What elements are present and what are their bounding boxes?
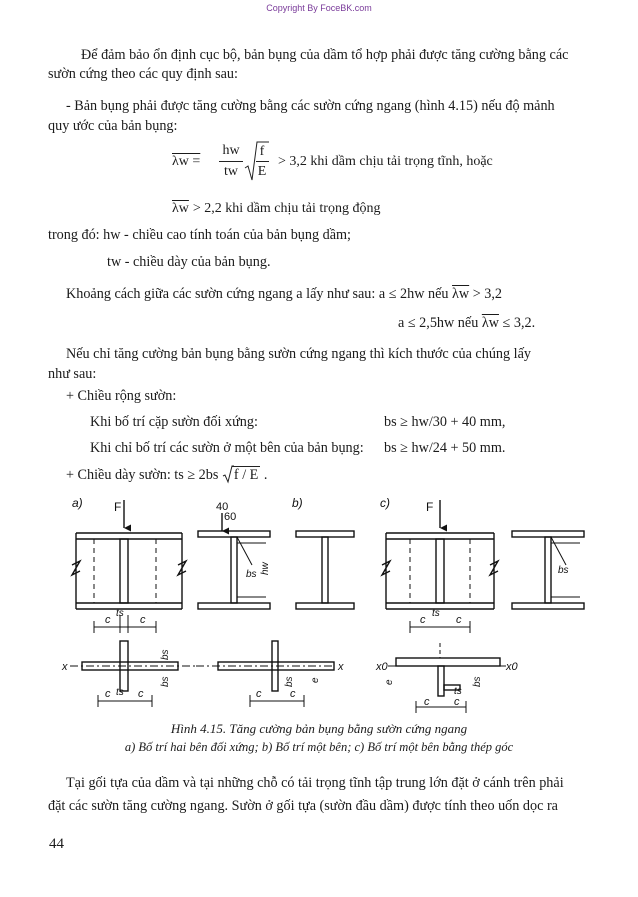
formula2-lambda: $\overline{\lambda w}$ [172, 201, 189, 216]
para2-line1: - Bản bụng phải được tăng cường bằng các sườn cứng ngang (hình 4.15) nếu độ mảnh [66, 98, 555, 114]
panel-b-hw: hw [260, 562, 271, 575]
panel-b-label: b) [292, 496, 303, 510]
spacing-line1 [66, 285, 502, 303]
panel-a-ts-label: ts [116, 608, 124, 619]
width-one-side-formula: bs ≥ hw/24 + 50 mm. [384, 440, 506, 456]
formula1-denominator: tw [224, 164, 238, 179]
formula1-lambda: λw = [172, 154, 201, 169]
panel-b-bs: bs [246, 569, 257, 580]
panel-a-elevation [72, 496, 186, 633]
para1-line2: sườn cứng theo các quy định sau: [48, 66, 238, 82]
panel-a-plan-c-right: c [138, 688, 144, 700]
panel-a-c-left: c [105, 614, 111, 626]
panel-c-plan [375, 643, 519, 713]
panel-b-section [198, 501, 271, 609]
formula2-condition: > 2,2 khi dầm chịu tải trọng động [192, 201, 381, 216]
copyright-watermark: Copyright By FoceBK.com [266, 3, 372, 13]
panel-a-bs-top: bs [160, 649, 171, 660]
width-one-side-label: Khi chỉ bố trí các sườn ở một bên của bản bụng: [90, 440, 364, 456]
spacing-line2-text: a ≤ 2,5hw nếu [398, 315, 479, 331]
panel-c-axis-x0-left: x0 [376, 661, 388, 673]
panel-b-dim-60: 60 [224, 511, 237, 523]
formula-slenderness-static [172, 140, 512, 190]
panel-c-plan-c-left: c [424, 696, 430, 708]
formula1-condition: > 3,2 khi dầm chịu tải trọng tĩnh, hoặc [278, 154, 493, 169]
thickness-end: . [263, 467, 268, 483]
spacing-line2-lambda: $\overline{\lambda w}$ [481, 315, 499, 331]
panel-c-label: c) [380, 496, 390, 510]
panel-c-c-right: c [456, 614, 462, 626]
panel-a-load-label: F [114, 500, 122, 514]
where-line2: tw - chiều dày của bản bụng. [107, 254, 271, 270]
para2-line2: quy ước của bản bụng: [48, 118, 178, 134]
panel-a-bs-bottom: bs [160, 676, 171, 687]
formula1-sqrt-bar [256, 161, 269, 162]
para4-line2: đặt các sườn tăng cường ngang. Sườn ở gối tựa (sườn đầu dầm) được tính theo uốn dọc ra [48, 798, 558, 814]
panel-b-plan-c-right: c [290, 688, 296, 700]
panel-a-label: a) [72, 496, 83, 510]
panel-c-c-left: c [420, 614, 426, 626]
panel-c-ts: ts [432, 608, 440, 619]
width-heading: + Chiều rộng sườn: [66, 388, 177, 404]
panel-a-c-right: c [140, 614, 146, 626]
panel-c-elevation [380, 496, 498, 633]
spacing-line1-text: Khoảng cách giữa các sườn cứng ngang a lấy như sau: a ≤ 2hw nếu [66, 286, 449, 302]
panel-c-plan-e: e [384, 679, 395, 685]
panel-b-plan-e: e [310, 677, 321, 683]
panel-c-axis-x0-right: x0 [506, 661, 518, 673]
page-number: 44 [49, 836, 64, 852]
panel-c-plan-ts: ts [454, 686, 462, 697]
panel-c-plan-c-right: c [454, 696, 460, 708]
figure-caption: Hình 4.15. Tăng cường bản bụng bằng sườn cứng ngang [170, 721, 468, 736]
spacing-line1-lambda: $\overline{\lambda w}$ [452, 286, 470, 302]
panel-b-plan-c-left: c [256, 688, 262, 700]
width-symmetric-formula: bs ≥ hw/30 + 40 mm, [384, 414, 506, 430]
panel-b-plan-bs: bs [284, 676, 295, 687]
panel-c-load-label: F [426, 500, 434, 514]
panel-a-plan-ts: ts [116, 687, 124, 698]
panel-a-plan-c-left: c [105, 688, 111, 700]
formula1-sqrt-numerator: f [259, 144, 265, 159]
panel-b-dim-40: 40 [216, 501, 229, 513]
width-symmetric-label: Khi bố trí cặp sườn đối xứng: [90, 414, 258, 430]
para4-line1: Tại gối tựa của dầm và tại những chỗ có tải trọng tĩnh tập trung lớn đặt ở cánh trên phải [66, 775, 564, 791]
spacing-line2-tail: ≤ 3,2. [502, 315, 536, 331]
panel-c-section [512, 531, 584, 609]
formula-slenderness-dynamic [172, 199, 380, 217]
panel-a-axis-x: x [62, 661, 68, 673]
panel-b-section-plain [292, 496, 354, 609]
panel-c-bs: bs [558, 565, 569, 576]
para3-line2: như sau: [48, 366, 97, 382]
where-line1: trong đó: hw - chiều cao tính toán của bản bụng dầm; [48, 227, 351, 243]
panel-a-plan [61, 641, 198, 707]
spacing-line1-tail: > 3,2 [472, 286, 503, 302]
figure-4-15 [0, 495, 638, 720]
formula1-numerator: hw [222, 143, 240, 158]
formula1-fraction-bar [219, 161, 243, 162]
spacing-line2 [398, 314, 535, 332]
panel-c-plan-bs: bs [472, 676, 483, 687]
thickness-sqrt-arg: f / E [233, 467, 259, 483]
panel-b-axis-x: x [338, 661, 344, 673]
panel-b-plan [196, 641, 344, 707]
figure-subcaption: a) Bố trí hai bên đối xứng; b) Bố trí một bên; c) Bố trí một bên bằng thép góc [124, 740, 514, 754]
thickness-text: + Chiều dày sườn: ts ≥ 2bs [66, 467, 219, 483]
thickness-line [66, 466, 267, 484]
para3-line1: Nếu chỉ tăng cường bản bụng bằng sườn cứng ngang thì kích thước của chúng lấy [66, 346, 531, 362]
para1-line1: Để đảm bảo ổn định cục bộ, bản bụng của dầm tổ hợp phải được tăng cường bằng các [81, 47, 569, 63]
formula1-sqrt-denominator: E [257, 164, 267, 179]
